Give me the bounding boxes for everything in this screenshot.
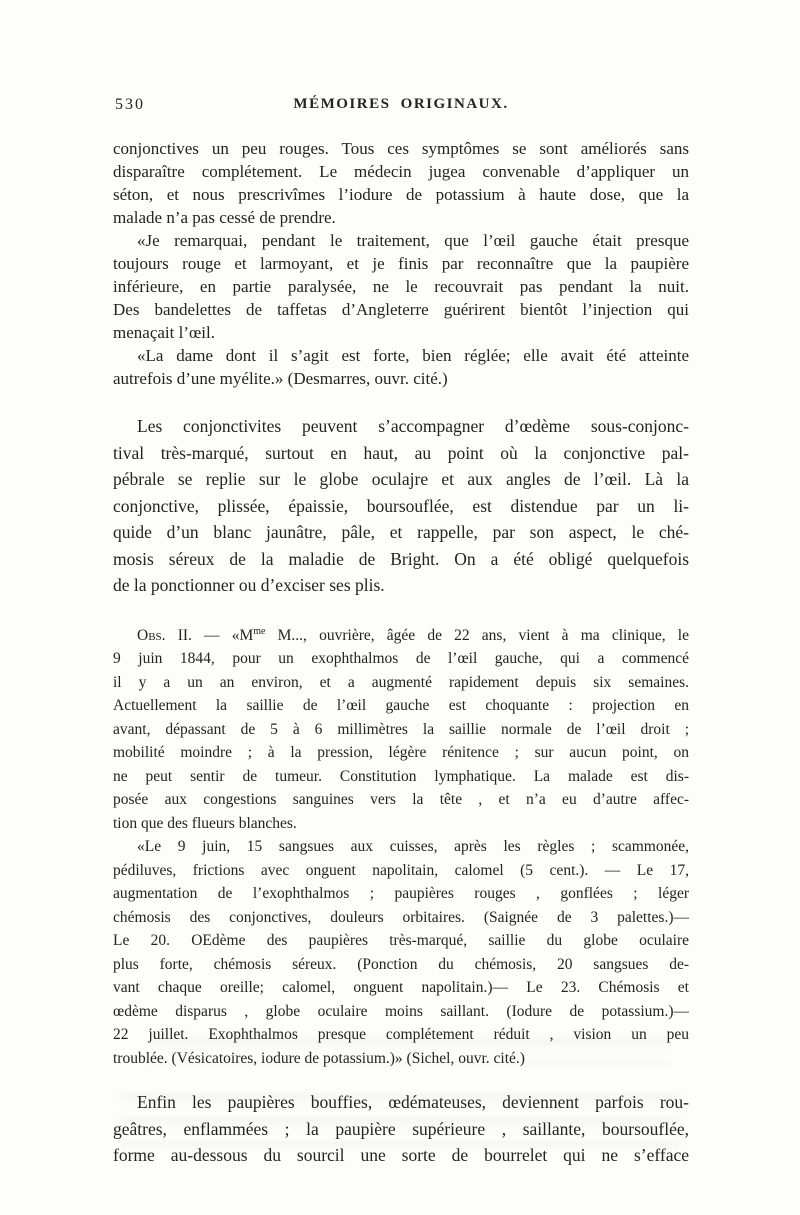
text-line: pédiluves, frictions avec onguent napolitain, calomel (5 cent.). — Le 17, <box>113 861 689 879</box>
observation-heading-line <box>113 624 689 648</box>
text-line: augmentation de l’exophthalmos ; paupières rouges , gonflées ; léger <box>113 885 689 902</box>
observation-lead: — «M <box>191 626 254 644</box>
text-line: Des bandelettes de taffetas d’Angleterre guérirent bientôt l’injection qui <box>113 300 689 319</box>
superscript-me: me <box>253 625 266 637</box>
text-block <box>113 96 689 1169</box>
text-line: mosis séreux de la maladie de Bright. On a été obligé quelquefois <box>113 548 689 569</box>
observation-lead2: M..., ouvrière, âgée de 22 ans, vient à ma clinique, le <box>265 626 689 644</box>
text-line: malade n’a pas cessé de prendre. <box>113 208 336 227</box>
text-line: conjonctives un peu rouges. Tous ces symptômes se sont améliorés sans <box>113 139 689 158</box>
text-line: autrefois d’une myélite.» (Desmarres, ouvr. cité.) <box>113 369 448 388</box>
text-line: chémosis des conjonctives, douleurs orbitaires. (Saignée de 3 palettes.)— <box>113 908 689 926</box>
paragraph-quote-dame <box>113 344 689 390</box>
text-line: pébrale se replie sur le globe oculajre et aux angles de l’œil. Là la <box>113 469 689 489</box>
text-line: conjonctive, plissée, épaissie, boursouflée, est distendue par un li- <box>113 495 689 516</box>
paragraph-enfin <box>113 1089 689 1169</box>
text-line: «La dame dont il s’agit est forte, bien réglée; elle avait été atteinte <box>137 346 689 365</box>
text-line: menaçait l’œil. <box>113 323 215 342</box>
observation-label: Obs. II. <box>137 626 192 644</box>
paragraph-conjonctivites <box>113 413 689 599</box>
text-line: «Le 9 juin, 15 sangsues aux cuisses, après les règles ; scammonée, <box>137 838 689 855</box>
observation-2-treatment <box>113 835 689 1070</box>
page-number: 530 <box>115 96 145 113</box>
paragraph-continuation <box>113 137 689 229</box>
text-line: Enfin les paupières bouffies, œdémateuses, deviennent parfois rou- <box>137 1092 689 1112</box>
text-line: toujours rouge et larmoyant, et je finis par reconnaître que la paupière <box>113 254 689 273</box>
text-line: inférieure, en partie paralysée, ne le recouvrait pas pendant la nuit. <box>113 277 689 296</box>
running-title: MÉMOIRES ORIGINAUX. <box>293 96 509 112</box>
text-line: de la ponctionner ou d’exciser ses plis. <box>113 575 385 595</box>
text-line: ne peut sentir de tumeur. Constitution lymphatique. La malade est dis- <box>113 767 689 785</box>
page-header <box>113 96 689 118</box>
text-line: «Je remarquai, pendant le traitement, que l’œil gauche était presque <box>137 231 689 250</box>
text-line: Actuellement la saillie de l’œil gauche est choquante : projection en <box>113 697 689 714</box>
text-line: séton, et nous prescrivîmes l’iodure de potassium à haute dose, que la <box>113 185 689 204</box>
text-line: 9 juin 1844, pour un exophthalmos de l’œil gauche, qui a commencé <box>113 650 689 667</box>
text-line: troublée. (Vésicatoires, iodure de potassium.)» (Sichel, ouvr. cité.) <box>113 1049 525 1067</box>
text-line: avant, dépassant de 5 à 6 millimètres la saillie normale de l’œil droit ; <box>113 720 689 738</box>
text-line: plus forte, chémosis séreux. (Ponction du chémosis, 20 sangsues de- <box>113 955 689 973</box>
text-line: disparaître complétement. Le médecin jugea convenable d’appliquer un <box>113 162 689 181</box>
text-line: 22 juillet. Exophthalmos presque complétement réduit , vision un peu <box>113 1026 689 1043</box>
paragraph-quote-remarquai <box>113 229 689 344</box>
text-line: mobilité moindre ; à la pression, légère rénitence ; sur aucun point, on <box>113 744 689 761</box>
text-line: Le 20. OEdème des paupières très-marqué, saillie du globe oculaire <box>113 932 689 949</box>
observation-2 <box>113 624 689 836</box>
text-line: tion que des flueurs blanches. <box>113 814 297 832</box>
text-line: vant chaque oreille; calomel, onguent napolitain.)— Le 23. Chémosis et <box>113 979 689 996</box>
text-line: posée aux congestions sanguines vers la tête , et n’a eu d’autre affec- <box>113 791 689 808</box>
text-line: il y a un an environ, et a augmenté rapidement depuis six semaines. <box>113 673 689 691</box>
text-line: quide d’un blanc jaunâtre, pâle, et rappelle, par son aspect, le ché- <box>113 522 689 542</box>
text-line: tival très-marqué, surtout en haut, au point où la conjonctive pal- <box>113 442 689 463</box>
text-line: forme au-dessous du sourcil une sorte de bourrelet qui ne s’efface <box>113 1145 689 1165</box>
text-line: geâtres, enflammées ; la paupière supérieure , saillante, boursouflée, <box>113 1118 689 1139</box>
text-line: Les conjonctivites peuvent s’accompagner d’œdème sous-conjonc- <box>137 416 689 436</box>
text-line: œdème disparus , globe oculaire moins saillant. (Iodure de potassium.)— <box>113 1002 689 1020</box>
